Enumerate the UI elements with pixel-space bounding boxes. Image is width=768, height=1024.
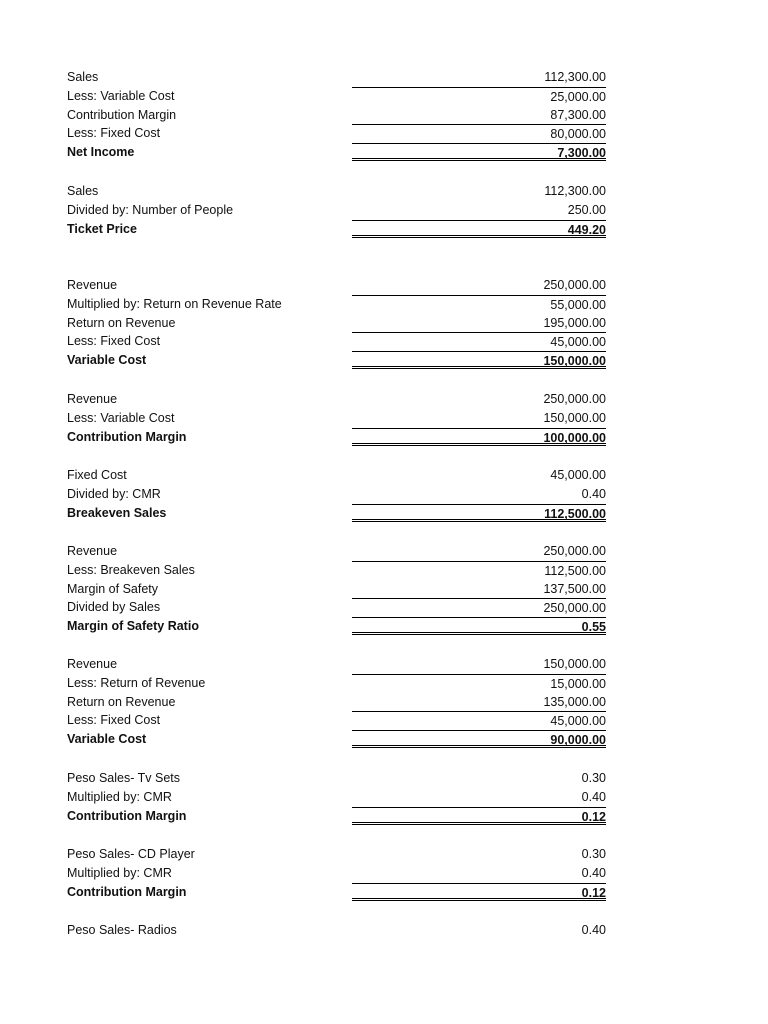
row-amount: 15,000.00	[352, 674, 606, 692]
calc-row	[0, 693, 768, 711]
calc-row	[0, 87, 768, 105]
row-amount: 112,500.00	[352, 561, 606, 579]
row-label: Divided by Sales	[67, 600, 161, 615]
calc-row	[0, 143, 768, 161]
row-label: Sales	[67, 70, 99, 84]
calc-row	[0, 466, 768, 484]
row-label: Peso Sales- Radios	[67, 923, 177, 937]
row-label: Contribution Margin	[67, 107, 177, 122]
row-label: Divided by: Number of People	[67, 202, 234, 217]
row-label: Margin of Safety	[67, 581, 159, 596]
row-label: Less: Fixed Cost	[67, 126, 161, 141]
row-label: Multiplied by: CMR	[67, 865, 172, 880]
row-amount: 150,000.00	[543, 657, 606, 671]
row-amount: 250,000.00	[543, 392, 606, 406]
calc-row	[0, 580, 768, 598]
row-label: Net Income	[67, 145, 135, 160]
row-amount: 250.00	[567, 202, 606, 217]
row-amount: 100,000.00	[352, 428, 606, 446]
row-label: Peso Sales- Tv Sets	[67, 771, 181, 785]
row-label: Contribution Margin	[67, 429, 187, 444]
calc-row	[0, 921, 768, 939]
calc-row	[0, 655, 768, 673]
calc-row	[0, 390, 768, 408]
row-amount: 0.12	[352, 883, 606, 901]
row-label: Return on Revenue	[67, 694, 176, 709]
calc-row	[0, 351, 768, 369]
calc-row	[0, 314, 768, 332]
row-amount: 45,000.00	[550, 468, 606, 482]
row-label: Fixed Cost	[67, 468, 127, 482]
row-label: Less: Variable Cost	[67, 88, 175, 103]
row-label: Sales	[67, 184, 99, 198]
row-amount: 0.40	[581, 923, 606, 937]
calc-row	[0, 864, 768, 882]
calc-row	[0, 711, 768, 729]
row-label: Less: Breakeven Sales	[67, 562, 195, 577]
row-label: Revenue	[67, 392, 118, 406]
calc-row	[0, 220, 768, 238]
row-amount: 0.55	[352, 617, 606, 635]
row-amount: 250,000.00	[543, 544, 606, 558]
row-amount: 25,000.00	[352, 87, 606, 105]
row-label: Less: Variable Cost	[67, 410, 175, 425]
row-amount: 0.30	[581, 771, 606, 785]
row-amount: 112,300.00	[544, 70, 606, 84]
row-label: Ticket Price	[67, 221, 137, 236]
calc-row	[0, 598, 768, 616]
row-amount: 0.30	[581, 847, 606, 861]
row-amount: 137,500.00	[543, 581, 606, 596]
calc-row	[0, 68, 768, 86]
row-amount: 0.40	[581, 865, 606, 880]
row-amount: 112,300.00	[544, 184, 606, 198]
row-amount: 0.40	[581, 486, 606, 501]
row-label: Peso Sales- CD Player	[67, 847, 195, 861]
row-amount: 7,300.00	[352, 143, 606, 161]
calc-row	[0, 561, 768, 579]
row-amount: 45,000.00	[352, 332, 606, 350]
row-amount: 150,000.00	[352, 351, 606, 369]
row-label: Revenue	[67, 278, 118, 292]
calc-row	[0, 730, 768, 748]
row-label: Variable Cost	[67, 732, 147, 747]
row-label: Multiplied by: Return on Revenue Rate	[67, 296, 282, 311]
calc-row	[0, 485, 768, 503]
row-label: Divided by: CMR	[67, 486, 161, 501]
calc-row	[0, 504, 768, 522]
row-amount: 150,000.00	[543, 410, 606, 425]
row-label: Variable Cost	[67, 353, 147, 368]
row-amount: 90,000.00	[352, 730, 606, 748]
row-label: Contribution Margin	[67, 884, 187, 899]
calc-row	[0, 124, 768, 142]
calc-row	[0, 201, 768, 219]
row-amount: 0.40	[581, 789, 606, 804]
calc-row	[0, 409, 768, 427]
row-amount: 112,500.00	[352, 504, 606, 522]
calc-row	[0, 807, 768, 825]
calc-row	[0, 883, 768, 901]
row-amount: 80,000.00	[352, 124, 606, 142]
calc-row	[0, 788, 768, 806]
row-label: Less: Fixed Cost	[67, 334, 161, 349]
row-label: Return on Revenue	[67, 315, 176, 330]
row-label: Multiplied by: CMR	[67, 789, 172, 804]
calc-row	[0, 769, 768, 787]
row-amount: 87,300.00	[550, 107, 606, 122]
row-amount: 0.12	[352, 807, 606, 825]
row-amount: 250,000.00	[352, 598, 606, 616]
row-amount: 135,000.00	[543, 694, 606, 709]
calc-row	[0, 617, 768, 635]
calc-row	[0, 276, 768, 294]
calc-row	[0, 295, 768, 313]
row-amount: 55,000.00	[352, 295, 606, 313]
calc-row	[0, 332, 768, 350]
calc-row	[0, 674, 768, 692]
row-label: Margin of Safety Ratio	[67, 619, 199, 634]
calc-row	[0, 845, 768, 863]
row-label: Less: Return of Revenue	[67, 675, 206, 690]
calc-row	[0, 182, 768, 200]
calc-row	[0, 428, 768, 446]
row-amount: 250,000.00	[543, 278, 606, 292]
row-label: Contribution Margin	[67, 808, 187, 823]
calc-row	[0, 542, 768, 560]
row-amount: 45,000.00	[352, 711, 606, 729]
row-label: Less: Fixed Cost	[67, 713, 161, 728]
row-label: Revenue	[67, 544, 118, 558]
row-amount: 195,000.00	[543, 315, 606, 330]
row-label: Breakeven Sales	[67, 505, 167, 520]
row-label: Revenue	[67, 657, 118, 671]
calc-row	[0, 106, 768, 124]
row-amount: 449.20	[352, 220, 606, 238]
